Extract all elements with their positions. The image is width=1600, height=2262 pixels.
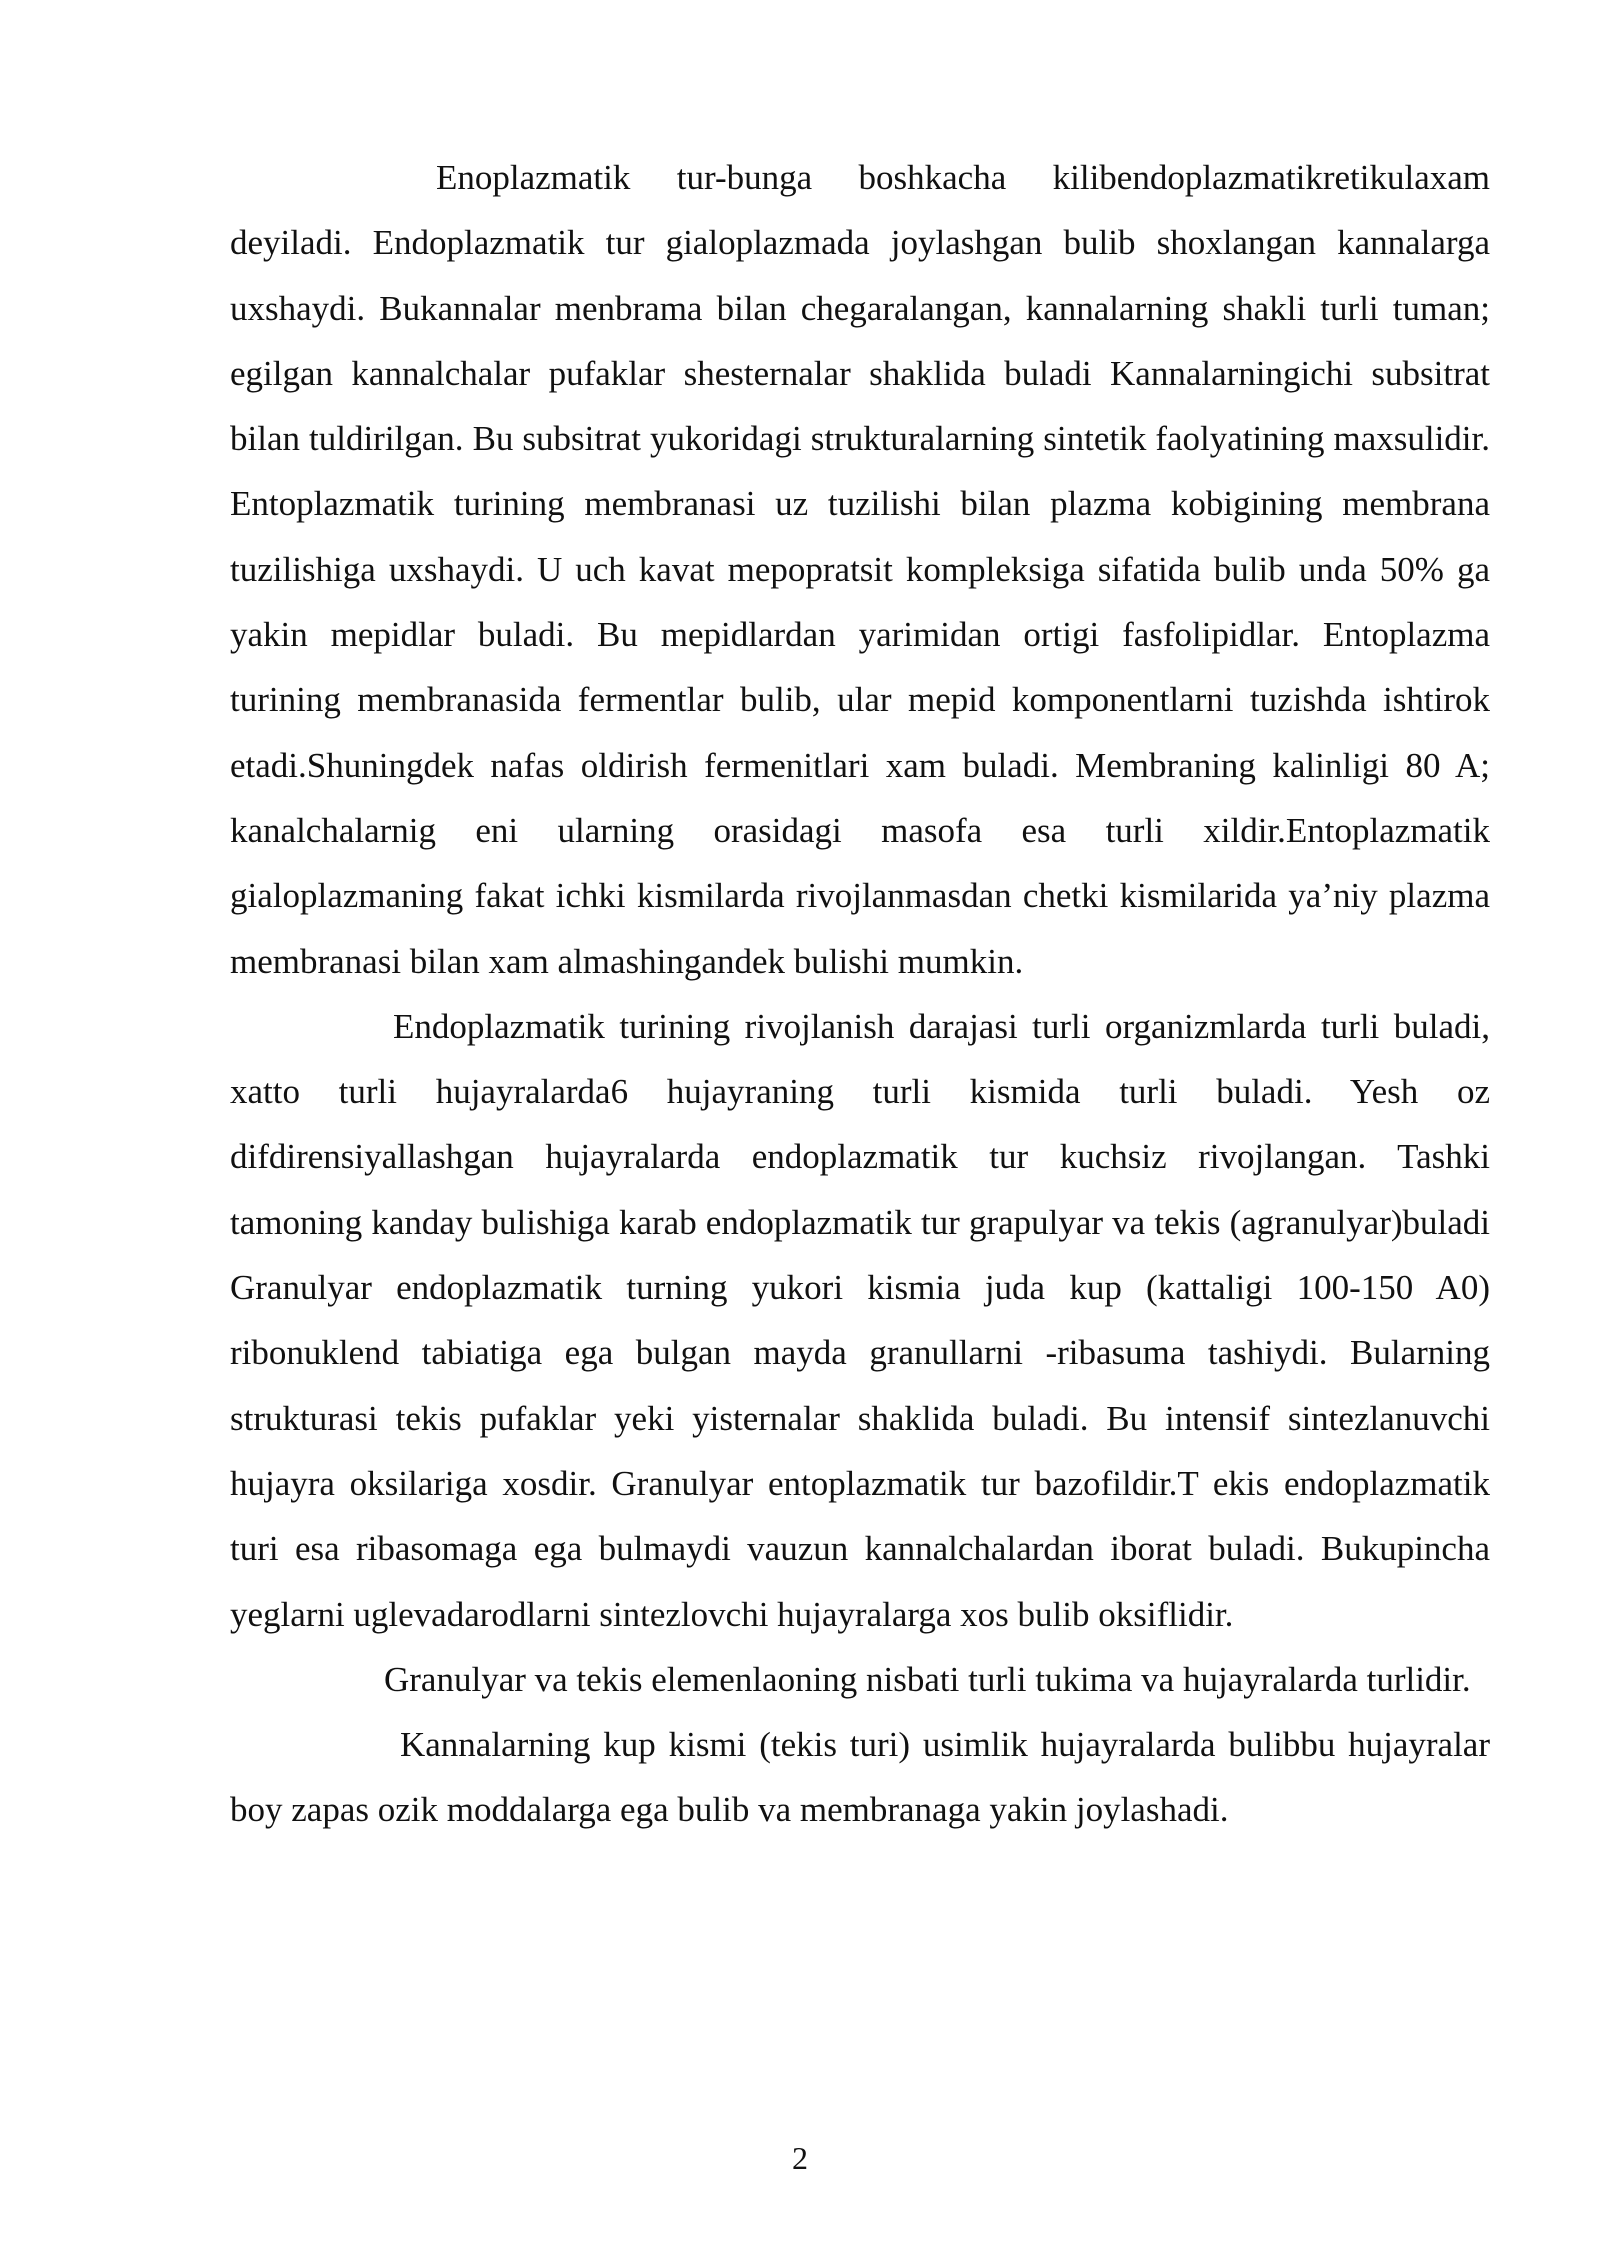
page-number: 2 — [792, 2140, 808, 2176]
paragraph-1: Enoplazmatik tur-bunga boshkacha kilibendoplazmatikretikulaxam deyiladi. Endoplazmatik tur gialoplazmada joylashgan bulib shoxlangan kannalarga uxshaydi. Bukannalar menbrama bilan chegaralangan, kannalarning shakli turli tuman; egilgan kannalchalar pufaklar shesternalar shaklida buladi Kannalarningichi subsitrat bilan tuldirilgan. Bu subsitrat yukoridagi strukturalarning sintetik faolyatining maxsulidir. Entoplazmatik turining membranasi uz tuzilishi bilan plazma kobigining membrana tuzilishiga uxshaydi. U uch kavat mepopratsit kompleksiga sifatida bulib unda 50% ga yakin mepidlar buladi. Bu mepidlardan yarimidan ortigi fasfolipidlar. Entoplazma turining membranasida fermentlar bulib, ular mepid komponentlarni tuzishda ishtirok etadi.Shuningdek nafas oldirish fermenitlari xam buladi. Membraning kalinligi 80 A; kanalchalarnig eni ularning orasidagi masofa esa turli xildir.Entoplazmatik gialoplazmaning fakat ichki kismilarda rivojlanmasdan chetki kismilarida ya’niy plazma membranasi bilan xam almashingandek bulishi mumkin. — [230, 158, 1490, 981]
paragraph-2: Endoplazmatik turining rivojlanish darajasi turli organizmlarda turli buladi, xatto turli hujayralarda6 hujayraning turli kismida turli buladi. Yesh oz difdirensiyallashgan hujayralarda endoplazmatik tur kuchsiz rivojlangan. Tashki tamoning kanday bulishiga karab endoplazmatik tur grapulyar va tekis (agranulyar)buladi Granulyar endoplazmatik turning yukori kismia juda kup (kattaligi 100-150 A0) ribonuklend tabiatiga ega bulgan mayda granullarni -ribasuma tashiydi. Bularning strukturasi tekis pufaklar yeki yisternalar shaklida buladi. Bu intensif sintezlanuvchi hujayra oksilariga xosdir. Granulyar entoplazmatik tur bazofildir.T ekis endoplazmatik turi esa ribasomaga ega bulmaydi vauzun kannalchalardan iborat buladi. Bukupincha yeglarni uglevadarodlarni sintezlovchi hujayralarga xos bulib oksiflidir. — [230, 1006, 1490, 1634]
paragraph-4: Kannalarning kup kismi (tekis turi) usimlik hujayralarda bulibbu hujayralar boy zapas ozik moddalarga ega bulib va membranaga yakin joylashadi. — [230, 1725, 1490, 1830]
body-text — [230, 145, 1490, 1843]
paragraph-3: Granulyar va tekis elemenlaoning nisbati turli tukima va hujayralarda turlidir. — [384, 1659, 1471, 1699]
